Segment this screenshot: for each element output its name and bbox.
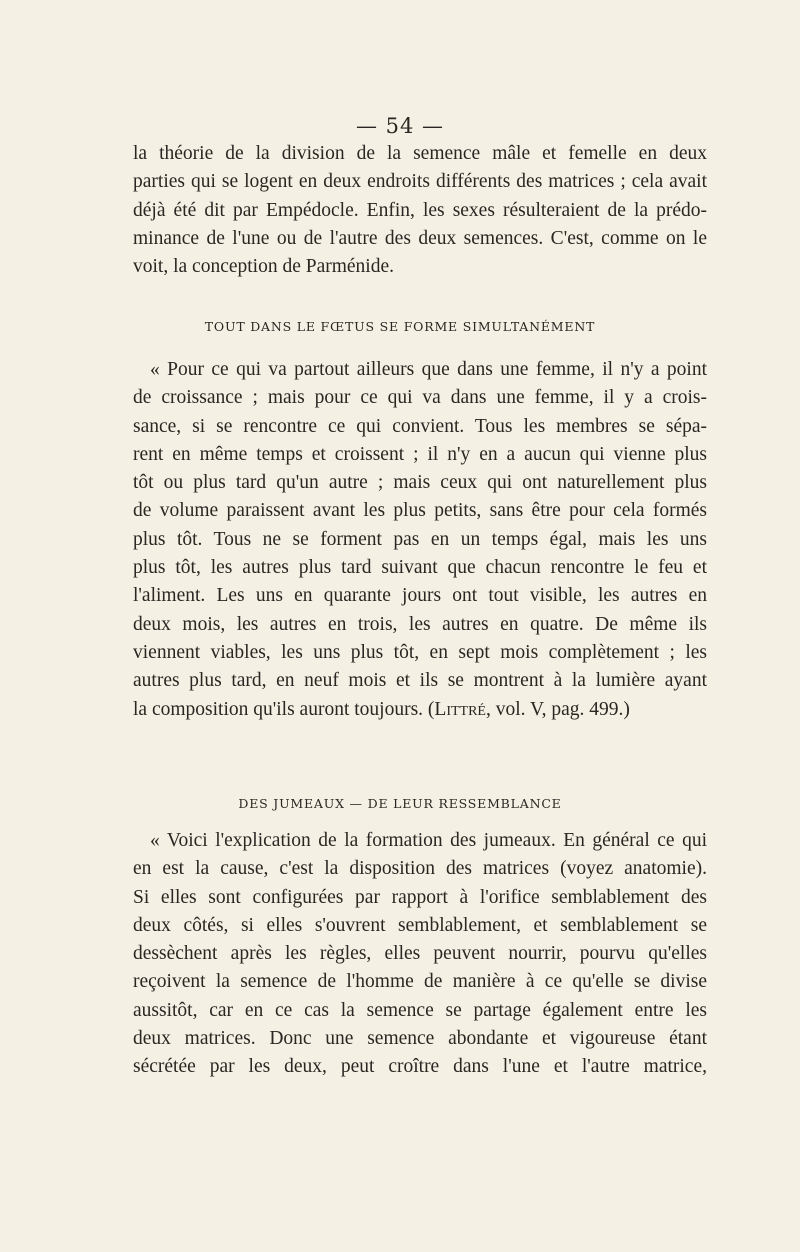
citation-suffix: , vol. V, pag. 499.) bbox=[485, 698, 630, 720]
section-heading: TOUT DANS LE FŒTUS SE FORME SIMULTANÉMENT bbox=[204, 319, 596, 334]
text-line: sance, si se rencontre ce qui convient. Tous les membres se sépa- bbox=[133, 415, 707, 437]
text-line: aussitôt, car en ce cas la semence se partage également entre les bbox=[133, 999, 707, 1021]
text-line: en est la cause, c'est la disposition des matrices (voyez anatomie). bbox=[133, 858, 707, 880]
text-line: tôt ou plus tard qu'un autre ; mais ceux qui ont naturellement plus bbox=[133, 472, 707, 494]
text-line: rent en même temps et croissent ; il n'y en a aucun qui vienne plus bbox=[133, 443, 707, 465]
citation-author: Littré bbox=[434, 698, 486, 720]
text-line: de croissance ; mais pour ce qui va dans une femme, il y a crois- bbox=[133, 387, 707, 409]
paragraph-2 bbox=[133, 356, 707, 724]
text-line: voit, la conception de Parménide. bbox=[133, 256, 395, 278]
text-line: de volume paraissent avant les plus petits, sans être pour cela formés bbox=[133, 500, 707, 522]
text-line: Si elles sont configurées par rapport à l'orifice semblablement des bbox=[133, 886, 707, 908]
page-number: — 54 — bbox=[355, 114, 445, 138]
text-line: la théorie de la division de la semence mâle et femelle en deux bbox=[133, 143, 707, 164]
text-line: reçoivent la semence de l'homme de manière à ce qu'elle se divise bbox=[133, 971, 707, 993]
text-line: déjà été dit par Empédocle. Enfin, les sexes résulteraient de la prédo- bbox=[133, 199, 707, 221]
section-heading: DES JUMEAUX — DE LEUR RESSEMBLANCE bbox=[238, 796, 562, 811]
text-line: « Voici l'explication de la formation des jumeaux. En général ce qui bbox=[150, 830, 707, 851]
text-line: minance de l'une ou de l'autre des deux semences. C'est, comme on le bbox=[133, 227, 707, 249]
text-line: deux côtés, si elles s'ouvrent semblablement, et semblablement se bbox=[133, 914, 707, 936]
citation-prefix: la composition qu'ils auront toujours. ( bbox=[133, 698, 435, 720]
text-line: parties qui se logent en deux endroits différents des matrices ; cela avait bbox=[133, 171, 707, 193]
text-line: sécrétée par les deux, peut croître dans l'une et l'autre matrice, bbox=[133, 1056, 707, 1078]
text-line-citation bbox=[133, 696, 707, 724]
paragraph-1 bbox=[133, 140, 707, 281]
paragraph-3 bbox=[133, 827, 707, 1082]
text-line: deux matrices. Donc une semence abondante et vigoureuse étant bbox=[133, 1028, 707, 1050]
text-line: plus tôt. Tous ne se forment pas en un temps égal, mais les uns bbox=[133, 528, 707, 550]
text-line: « Pour ce qui va partout ailleurs que dans une femme, il n'y a point bbox=[150, 359, 707, 380]
text-line: plus tôt, les autres plus tard suivant que chacun rencontre le feu et bbox=[133, 557, 707, 579]
text-line: dessèchent après les règles, elles peuvent nourrir, pourvu qu'elles bbox=[133, 943, 707, 965]
text-line: deux mois, les autres en trois, les autres en quatre. De même ils bbox=[133, 613, 707, 635]
text-line: viennent viables, les uns plus tôt, en sept mois complètement ; les bbox=[133, 641, 707, 663]
text-line: autres plus tard, en neuf mois et ils se montrent à la lumière ayant bbox=[133, 670, 707, 692]
text-line: l'aliment. Les uns en quarante jours ont tout visible, les autres en bbox=[133, 585, 707, 607]
